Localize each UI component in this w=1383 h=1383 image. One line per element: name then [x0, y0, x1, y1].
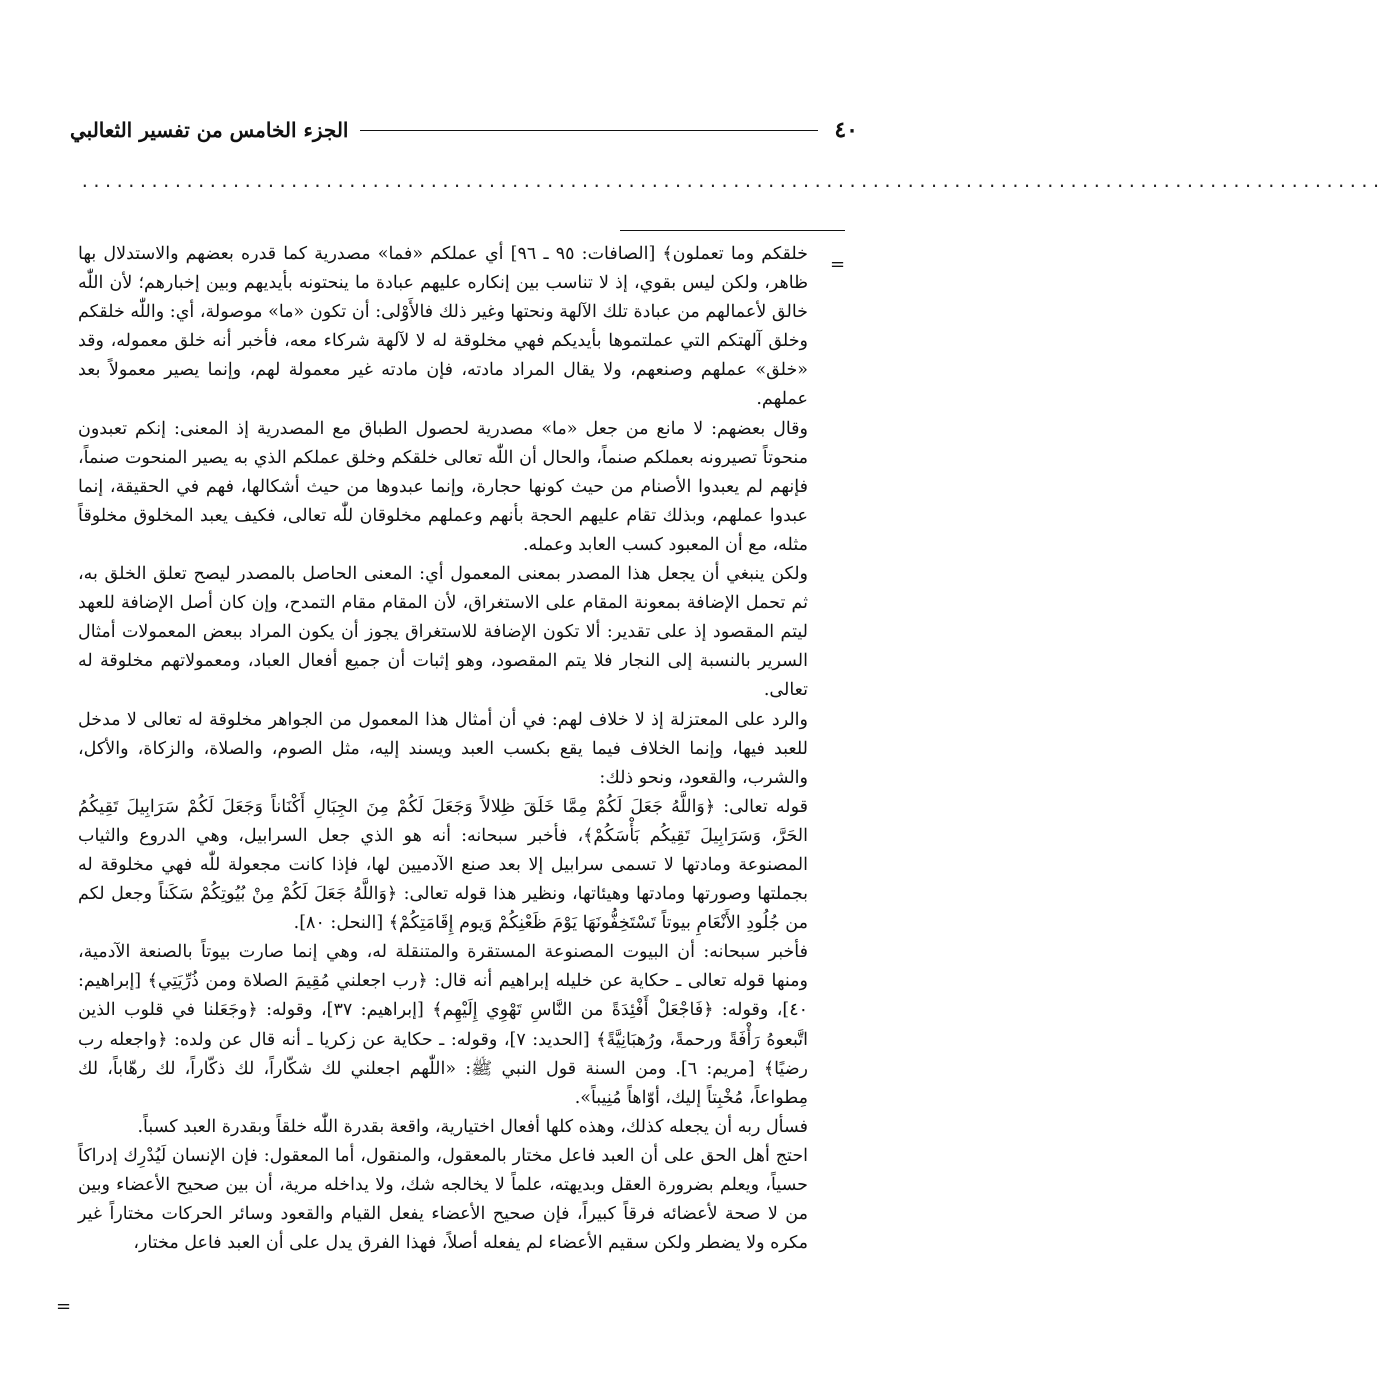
continuation-mark: =	[830, 254, 846, 275]
running-title: الجزء الخامس من تفسير الثعالبي	[70, 118, 349, 142]
paragraph: فسأل ربه أن يجعله كذلك، وهذه كلها أفعال اختيارية، واقعة بقدرة اللّٰه خلقاً وبقدرة العبد كسباً.	[137, 1116, 808, 1137]
paragraph: احتج أهل الحق على أن العبد فاعل مختار بالمعقول، والمنقول، أما المعقول: فإن الإنسان لَيُدْرِك إدراكاً حسياً، ويعلم بضرورة العقل وبديهته، علماً لا يخالجه شك، ولا يداخله مرية، أن بين صحيح الأعضاء وبين من لا صحة لأعضائه فرقاً كبيراً، فإن صحيح الأعضاء يفعل القيام والقعود وسائر الحركات مختاراً غير مكره ولا يضطر ولكن سقيم الأعضاء لم يفعله أصلاً، فهذا الفرق يدل على أن العبد فاعل مختار،	[78, 1145, 808, 1254]
paragraph: خلقكم وما تعملون﴾ [الصافات: ٩٥ ـ ٩٦] أي عملكم «فما» مصدرية كما قدره بعضهم والاستدلال بها ظاهر، ولكن ليس بقوي، إذ لا تناسب بين إنكاره عليهم عبادة ما ينحتونه بأيديهم وبين إخبارهم؛ لأن اللّٰه خالق لأعمالهم من عبادة تلك الآلهة ونحتها وغير ذلك فالأَوْلى: أن تكون «ما» موصولة، أي: واللّٰه خلقكم وخلق آلهتكم التي عملتموها بأيديكم فهي مخلوقة له لا لآلهة شركاء معه، فأخبر أنه خلق معموله، وقد «خلق» عملهم وصنعهم، ولا يقال المراد مادته، فإن مادته غير معمولة لهم، وإنما يصير معمولاً بعد عملهم.	[78, 244, 808, 410]
paragraph: والرد على المعتزلة إذ لا خلاف لهم: في أن أمثال هذا المعمول من الجواهر مخلوقة له تعالى لا مدخل للعبد فيها، وإنما الخلاف فيما يقع بكسب العبد ويسند إليه، مثل الصوم، والصلاة، والزكاة، والأكل، والشرب، والقعود، ونحو ذلك:	[78, 709, 808, 788]
dotted-separator: ................................................................................................................	[80, 172, 1383, 191]
footnote-text	[78, 240, 808, 1258]
paragraph: قوله تعالى: ﴿وَاللَّهُ جَعَلَ لَكُمْ مِمَّا خَلَقَ ظِلالاً وَجَعَلَ لَكُمْ مِنَ الجِبَالِ أَكْنَاناً وَجَعَلَ لَكُمْ سَرَابِيلَ تَقِيكُمُ الحَرَّ، وَسَرَابِيلَ تَقِيكُم بَأْسَكُمْ﴾، فأخبر سبحانه: أنه هو الذي جعل السرابيل، وهي الدروع والثياب المصنوعة ومادتها لا تسمى سرابيل إلا بعد صنع الآدميين لها، فإذا كانت مجعولة للّٰه فهي مخلوقة له بجملتها وصورتها ومادتها وهيئاتها، ونظير هذا قوله تعالى: ﴿وَاللَّهُ جَعَلَ لَكُمْ مِنْ بُيُوتِكُمْ سَكَناً وجعل لكم من جُلُودِ الأَنْعَامِ بيوتاً تَسْتَخِفُّونَهَا يَوْمَ ظَعْنِكُمْ وَيوم إِقَامَتِكُمْ﴾ [النحل: ٨٠].	[78, 796, 808, 934]
page-header	[70, 112, 858, 148]
paragraph: فأخبر سبحانه: أن البيوت المصنوعة المستقرة والمتنقلة له، وهي إنما صارت بيوتاً بالصنعة الآدمية، ومنها قوله تعالى ـ حكاية عن خليله إبراهيم أنه قال: ﴿رب اجعلني مُقِيمَ الصلاة ومن ذُرِّيَتِي﴾ [إبراهيم: ٤٠]، وقوله: ﴿فَاجْعَلْ أَفْئِدَةً من النَّاسِ تَهْوِي إِلَيْهِم﴾ [إبراهيم: ٣٧]، وقوله: ﴿وجَعَلنا في قلوب الذين اتَّبعوهُ رَأْفَةً ورحمةً، ورُهبَانِيَّةً﴾ [الحديد: ٧]، وقوله: ـ حكاية عن زكريا ـ أنه قال عن ولده: ﴿واجعله رب رضيًا﴾ [مريم: ٦]. ومن السنة قول النبي ﷺ: «اللّٰهم اجعلني لك شكّاراً، لك ذكّاراً، لك رهّاباً، لك مِطواعاً، مُخْبِتاً إليك، أوّاهاً مُنِيباً».	[78, 942, 809, 1108]
page-number: ٤٠	[834, 117, 858, 143]
header-rule	[360, 130, 818, 131]
paragraph: ولكن ينبغي أن يجعل هذا المصدر بمعنى المعمول أي: المعنى الحاصل بالمصدر ليصح تعلق الخلق به، ثم تحمل الإضافة بمعونة المقام على الاستغراق، لأن المقام مقام التمدح، وإن كان أصل الإضافة للعهد ليتم المقصود إذ على تقدير: ألا تكون الإضافة للاستغراق يجوز أن يكون المراد ببعض المعمولات أمثال السرير بالنسبة إلى النجار فلا يتم المقصود، وهو إثبات أن جميع أفعال العباد، ومعمولاتهم مخلوقة له تعالى.	[78, 564, 808, 701]
paragraph: وقال بعضهم: لا مانع من جعل «ما» مصدرية لحصول الطباق مع المصدرية إذ المعنى: إنكم تعبدون منحوتاً تصيرونه بعملكم صنماً، والحال أن اللّٰه تعالى خلقكم وخلق عملكم الذي به يصير المنحوت صنماً، فإنهم لم يعبدوا الأصنام من حيث كونها حجارة، وإنما عبدوها من حيث أشكالها، فهم في الحقيقة، إنما عبدوا عملهم، وبذلك تقام عليهم الحجة بأنهم وعملهم مخلوقان للّٰه تعالى، فكيف يعبد المخلوق مخلوقاً مثله، مع أن المعبود كسب العابد وعمله.	[78, 418, 808, 555]
end-continuation-mark: =	[56, 1296, 72, 1317]
footnote-rule	[620, 230, 845, 231]
